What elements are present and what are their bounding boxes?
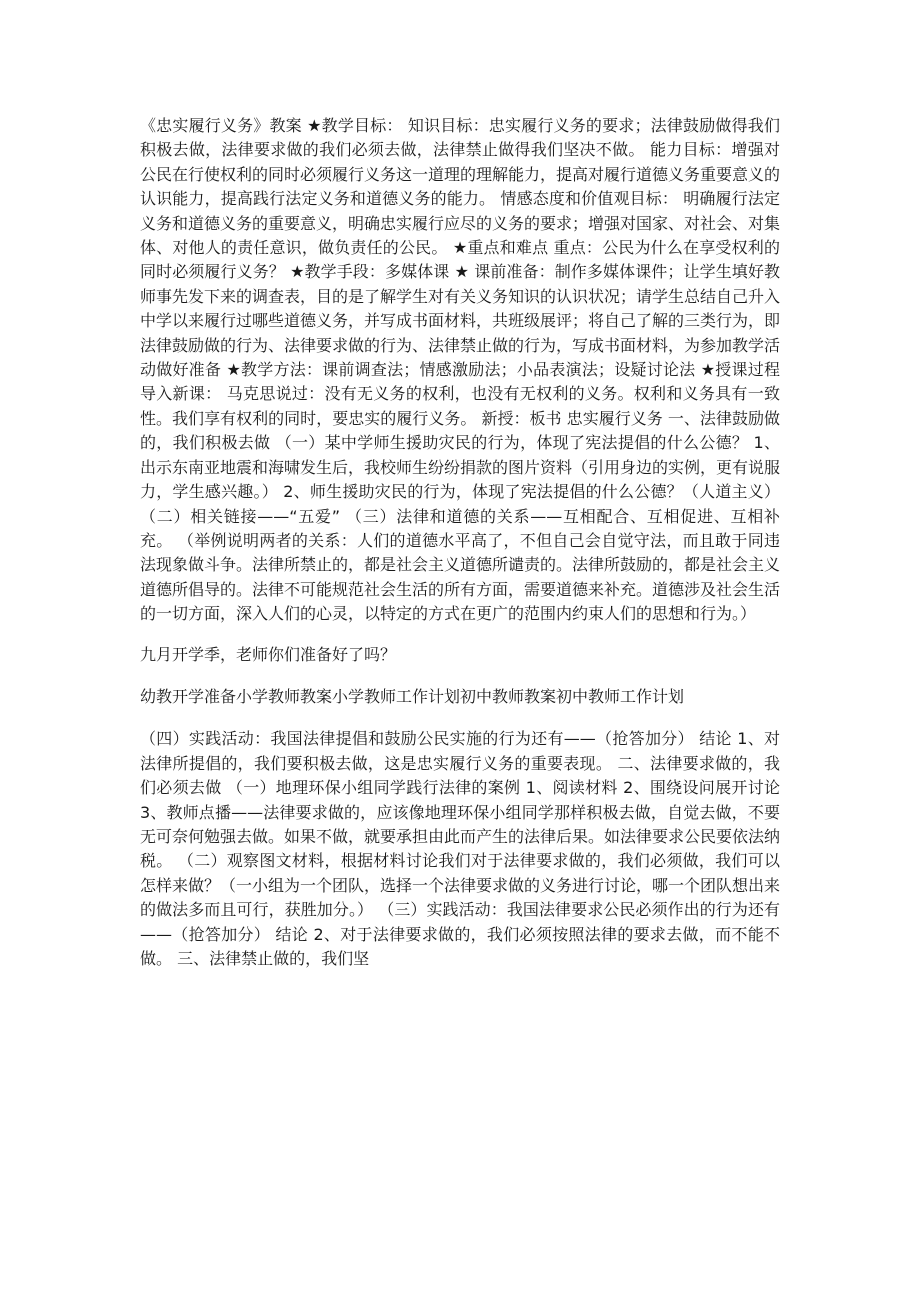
paragraph-gap xyxy=(140,667,780,685)
lesson-plan-paragraph-1: 《忠实履行义务》教案 ★教学目标： 知识目标：忠实履行义务的要求；法律鼓励做得我们积极去做，法律要求做的我们必须去做，法律禁止做得我们坚决不做。 能力目标：增强对公民在行使权利的同时必须履行义务这一道理的理解能力，提高对履行道德义务重要意义的认识能力，提高践行法定义务和道德义务的能力。 情感态度和价值观目标： 明确履行法定义务和道德义务的重要意义，明确忠实履行应尽的义务的要求；增强对国家、对社会、对集体、对他人的责任意识，做负责任的公民。 ★重点和难点 重点：公民为什么在享受权利的同时必须履行义务？ ★教学手段：多媒体课 ★ 课前准备：制作多媒体课件；让学生填好教师事先发下来的调查表，目的是了解学生对有关义务知识的认识状况；请学生总结自己升入中学以来履行过哪些道德义务，并写成书面材料，共班级展评；将自己了解的三类行为，即法律鼓励做的行为、法律要求做的行为、法律禁止做的行为，写成书面材料，为参加教学活动做好准备 ★教学方法：课前调查法；情感激励法；小品表演法；设疑讨论法 ★授课过程 导入新课： 马克思说过：没有无义务的权利，也没有无权利的义务。权利和义务具有一致性。我们享有权利的同时，要忠实的履行义务。 新授：板书 忠实履行义务 一、法律鼓励做的，我们积极去做 （一）某中学师生援助灾民的行为，体现了宪法提倡的什么公德？ 1、出示东南亚地震和海啸发生后，我校师生纷纷捐款的图片资料（引用身边的实例，更有说服力，学生感兴趣。） 2、师生援助灾民的行为，体现了宪法提倡的什么公德？（人道主义）（二）相关链接——“五爱” （三）法律和道德的关系——互相配合、互相促进、互相补充。 （举例说明两者的关系：人们的道德水平高了，不但自己会自觉守法，而且敢于同违法现象做斗争。法律所禁止的，都是社会主义道德所谴责的。法律所鼓励的，都是社会主义道德所倡导的。法律不可能规范社会生活的所有方面，需要道德来补充。道德涉及社会生活的一切方面，深入人们的心灵，以特定的方式在更广的范围内约束人们的思想和行为。） xyxy=(140,116,781,624)
paragraph-gap xyxy=(140,709,780,727)
promo-paragraph-3: 幼教开学准备小学教师教案小学教师工作计划初中教师教案初中教师工作计划 xyxy=(140,686,685,706)
document-page xyxy=(140,114,780,971)
lesson-plan-paragraph-4: （四）实践活动：我国法律提倡和鼓励公民实施的行为还有——（抢答加分） 结论 1、对法律所提倡的，我们要积极去做，这是忠实履行义务的重要表现。 二、法律要求做的，我们必须去做 （一）地理环保小组同学践行法律的案例 1、阅读材料 2、围绕设问展开讨论 3、教师点播——法律要求做的，应该像地理环保小组同学那样积极去做，自觉去做，不要无可奈何勉强去做。如果不做，就要承担由此而产生的法律后果。如法律要求公民要依法纳税。 （二）观察图文材料，根据材料讨论我们对于法律要求做的，我们必须做，我们可以怎样来做？（一小组为一个团队，选择一个法律要求做的义务进行讨论，哪一个团队想出来的做法多而且可行，获胜加分。） （三）实践活动：我国法律要求公民必须作出的行为还有——（抢答加分） 结论 2、对于法律要求做的，我们必须按照法律的要求去做，而不能不做。 三、法律禁止做的，我们坚 xyxy=(140,729,781,968)
paragraph-gap xyxy=(140,627,780,643)
promo-paragraph-2: 九月开学季，老师你们准备好了吗？ xyxy=(140,644,397,664)
